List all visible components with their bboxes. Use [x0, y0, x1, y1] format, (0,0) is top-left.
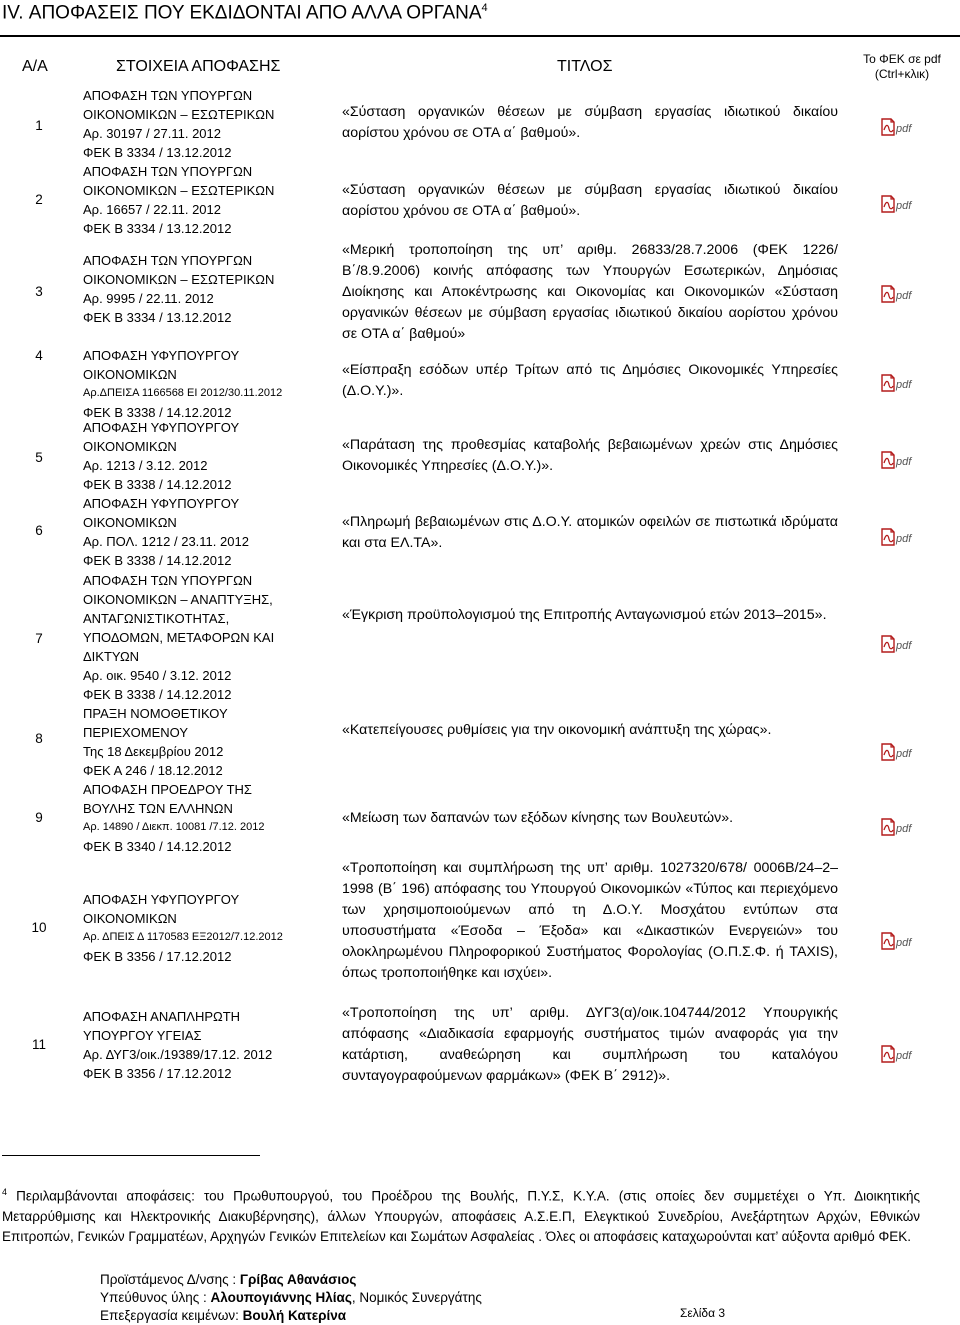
decision-title: «Σύσταση οργανικών θέσεων με σύμβαση εργασίας ιδιωτικού δικαίου αορίστου χρόνου σε ΟΤΑ α΄ βαθμού». [342, 104, 838, 141]
decision-details [83, 780, 328, 856]
pdf-icon[interactable] [880, 930, 918, 952]
pdf-icon[interactable] [880, 193, 918, 215]
section-heading [2, 2, 488, 24]
decision-detail-line: ΟΙΚΟΝΟΜΙΚΩΝ – ΑΝΑΠΤΥΞΗΣ, [83, 592, 273, 607]
svg-text:pdf: pdf [896, 937, 912, 949]
column-header-pdf [850, 52, 954, 82]
decision-detail-line: ΦΕΚ Β 3340 / 14.12.2012 [83, 839, 232, 854]
pdf-icon[interactable] [880, 116, 918, 138]
row-number: 8 [35, 731, 43, 746]
signature-responsible [100, 1288, 482, 1307]
editor-name: Βουλή Κατερίνα [242, 1308, 347, 1323]
decision-details [83, 251, 328, 327]
column-header-decision-details: ΣΤΟΙΧΕΙΑ ΑΠΟΦΑΣΗΣ [116, 58, 281, 75]
svg-text:pdf: pdf [896, 200, 912, 212]
row-number: 11 [31, 1037, 46, 1052]
decision-detail-line: Αρ. ΔΥΓ3/οικ./19389/17.12. 2012 [83, 1047, 273, 1062]
row-number: 7 [35, 631, 43, 646]
row-number: 1 [35, 118, 43, 133]
decision-title: «Πληρωμή βεβαιωμένων στις Δ.Ο.Υ. ατομικών οφειλών σε πιστωτικά ιδρύματα και στα ΕΛ.ΤΑ». [342, 514, 838, 551]
decision-detail-line: ΑΠΟΦΑΣΗ ΑΝΑΠΛΗΡΩΤΗ [83, 1009, 241, 1024]
column-header-pdf-line1: Το ΦΕΚ σε pdf [863, 52, 941, 66]
column-header-title: ΤΙΤΛΟΣ [557, 58, 613, 75]
decision-detail-line: ΑΠΟΦΑΣΗ ΤΩΝ ΥΠΟΥΡΓΩΝ [83, 253, 253, 268]
decision-detail-line: ΒΟΥΛΗΣ ΤΩΝ ΕΛΛΗΝΩΝ [83, 801, 233, 816]
pdf-icon[interactable] [880, 283, 918, 305]
decision-detail-line: ΑΠΟΦΑΣΗ ΥΦΥΠΟΥΡΓΟΥ [83, 892, 240, 907]
decision-detail-line: ΑΠΟΦΑΣΗ ΤΩΝ ΥΠΟΥΡΓΩΝ [83, 164, 253, 179]
footnote-separator [2, 1155, 260, 1156]
decision-detail-line: ΟΙΚΟΝΟΜΙΚΩΝ [83, 911, 177, 926]
decision-details [83, 890, 328, 966]
row-number: 6 [35, 523, 43, 538]
decision-detail-line: ΔΙΚΤΥΩΝ [83, 649, 140, 664]
decision-details [83, 704, 328, 780]
decision-title: «Μερική τροποποίηση της υπ’ αριθμ. 26833/28.7.2006 (ΦΕΚ 1226/Β΄/8.9.2006) κοινής απόφασης των Υπουργών Εσωτερικών, Δημόσιας Διοίκησης και Αποκέντρωσης και Οικονομίας και Οικονομικών «Σύσταση οργανικών θέσεων με σύμβαση εργασίας ιδιωτικού δικαίου αορίστου χρόνου σε ΟΤΑ α΄ βαθμού» [342, 242, 838, 342]
decision-details [83, 346, 328, 422]
decision-title: «Είσπραξη εσόδων υπέρ Τρίτων από τις Δημόσιες Οικονομικές Υπηρεσίες (Δ.Ο.Υ.)». [342, 362, 838, 399]
svg-text:pdf: pdf [896, 379, 912, 391]
decision-detail-line: ΦΕΚ Β 3334 / 13.12.2012 [83, 221, 232, 236]
row-number: 2 [35, 192, 43, 207]
row-number: 5 [35, 450, 43, 465]
responsible-label: Υπεύθυνος ύλης : [100, 1290, 207, 1305]
decision-detail-line: ΑΠΟΦΑΣΗ ΥΦΥΠΟΥΡΓΟΥ [83, 420, 240, 435]
decision-detail-line: ΑΠΟΦΑΣΗ ΥΦΥΠΟΥΡΓΟΥ [83, 496, 240, 511]
decision-title: «Τροποποίηση και συμπλήρωση της υπ’ αριθμ. 1027320/678/ 0006Β/24‒2‒1998 (Β΄ 196) απόφασης του Υπουργού Οικονομικών «Τύπος και περιεχόμενο των χρησιμοποιούμενων από τη Δ.Ο.Υ. Μοσχάτου εντύπων στα υποσυστήματα «Έσοδα ‒ Έξοδα» και «Δικαστικών Ενεργειών» του ολοκληρωμένου Πληροφορικού Συστήματος Φορολογίας (Ο.Π.Σ.Φ. ή TAXIS), όπως τροποποιήθηκε και ισχύει». [342, 860, 838, 981]
decision-detail-line: ΦΕΚ Β 3356 / 17.12.2012 [83, 949, 232, 964]
footnote [2, 1182, 920, 1247]
svg-text:pdf: pdf [896, 748, 912, 760]
decision-detail-line: ΠΕΡΙΕΧΟΜΕΝΟΥ [83, 725, 189, 740]
director-name: Γρίβας Αθανάσιος [239, 1272, 357, 1287]
decision-detail-line: ΟΙΚΟΝΟΜΙΚΩΝ [83, 367, 177, 382]
decision-title: «Μείωση των δαπανών των εξόδων κίνησης των Βουλευτών». [342, 810, 734, 826]
responsible-name: Αλουπογιάννης Ηλίας [210, 1290, 352, 1305]
decision-detail-line: ΑΠΟΦΑΣΗ ΠΡΟΕΔΡΟΥ ΤΗΣ [83, 782, 252, 797]
decision-details [83, 86, 328, 162]
decision-title: «Σύσταση οργανικών θέσεων με σύμβαση εργασίας ιδιωτικού δικαίου αορίστου χρόνου σε ΟΤΑ α΄ βαθμού». [342, 182, 838, 219]
decision-detail-line: Αρ. ΔΠΕΙΣ Δ 1170583 ΕΞ2012/7.12.2012 [83, 931, 283, 943]
decision-detail-line: Αρ. 14890 / Διεκπ. 10081 /7.12. 2012 [83, 821, 265, 833]
decision-detail-line: ΥΠΟΥΡΓΟΥ ΥΓΕΙΑΣ [83, 1028, 202, 1043]
decision-details [83, 494, 328, 570]
decision-detail-line: ΦΕΚ Β 3334 / 13.12.2012 [83, 145, 232, 160]
decision-detail-line: Αρ. ΠΟΛ. 1212 / 23.11. 2012 [83, 534, 249, 549]
pdf-icon[interactable] [880, 741, 918, 763]
pdf-icon[interactable] [880, 526, 918, 548]
decision-detail-line: ΦΕΚ Β 3338 / 14.12.2012 [83, 687, 232, 702]
decision-detail-line: Αρ. 1213 / 3.12. 2012 [83, 458, 208, 473]
row-number: 4 [35, 348, 43, 363]
director-label: Προϊστάμενος Δ/νσης : [100, 1272, 237, 1287]
decision-detail-line: ΑΠΟΦΑΣΗ ΤΩΝ ΥΠΟΥΡΓΩΝ [83, 88, 253, 103]
footnote-reference[interactable]: 4 [481, 2, 488, 14]
decision-detail-line: ΦΕΚ Β 3338 / 14.12.2012 [83, 405, 232, 420]
decision-details [83, 418, 328, 494]
svg-text:pdf: pdf [896, 823, 912, 835]
row-number: 9 [35, 810, 43, 825]
pdf-icon[interactable] [880, 372, 918, 394]
column-header-number: Α/Α [22, 58, 48, 75]
column-header-pdf-line2: (Ctrl+κλικ) [874, 67, 930, 81]
decision-detail-line: ΟΙΚΟΝΟΜΙΚΩΝ – ΕΣΩΤΕΡΙΚΩΝ [83, 107, 275, 122]
svg-text:pdf: pdf [896, 123, 912, 135]
row-number: 3 [35, 284, 43, 299]
decision-detail-line: ΟΙΚΟΝΟΜΙΚΩΝ – ΕΣΩΤΕΡΙΚΩΝ [83, 272, 275, 287]
decision-detail-line: ΦΕΚ Β 3338 / 14.12.2012 [83, 553, 232, 568]
decision-detail-line: Της 18 Δεκεμβρίου 2012 [83, 744, 224, 759]
pdf-icon[interactable] [880, 816, 918, 838]
footnote-marker: 4 [2, 1187, 8, 1197]
decision-detail-line: Αρ. 30197 / 27.11. 2012 [83, 126, 221, 141]
svg-text:pdf: pdf [896, 533, 912, 545]
decision-detail-line: Αρ. 9995 / 22.11. 2012 [83, 291, 214, 306]
svg-text:pdf: pdf [896, 456, 912, 468]
decision-detail-line: ΟΙΚΟΝΟΜΙΚΩΝ – ΕΣΩΤΕΡΙΚΩΝ [83, 183, 275, 198]
pdf-icon[interactable] [880, 449, 918, 471]
decision-detail-line: ΦΕΚ Β 3334 / 13.12.2012 [83, 310, 232, 325]
decision-detail-line: ΑΝΤΑΓΩΝΙΣΤΙΚΟΤΗΤΑΣ, [83, 611, 230, 626]
signature-director [100, 1270, 356, 1289]
decision-detail-line: ΑΠΟΦΑΣΗ ΤΩΝ ΥΠΟΥΡΓΩΝ [83, 573, 253, 588]
decision-detail-line: Αρ. 16657 / 22.11. 2012 [83, 202, 221, 217]
responsible-role: , Νομικός Συνεργάτης [351, 1290, 482, 1305]
row-number: 10 [31, 920, 47, 935]
decision-detail-line: ΑΠΟΦΑΣΗ ΥΦΥΠΟΥΡΓΟΥ [83, 348, 240, 363]
heading-rule [0, 35, 960, 37]
decision-details [83, 1007, 328, 1083]
decision-detail-line: ΦΕΚ Β 3356 / 17.12.2012 [83, 1066, 232, 1081]
decision-detail-line: Αρ. οικ. 9540 / 3.12. 2012 [83, 668, 232, 683]
decision-detail-line: ΟΙΚΟΝΟΜΙΚΩΝ [83, 515, 177, 530]
page-number: Σελίδα 3 [680, 1306, 726, 1320]
decision-detail-line: ΥΠΟΔΟΜΩΝ, ΜΕΤΑΦΟΡΩΝ ΚΑΙ [83, 630, 275, 645]
decision-details [83, 162, 328, 238]
svg-text:pdf: pdf [896, 1050, 912, 1062]
svg-text:pdf: pdf [896, 640, 912, 652]
decision-detail-line: Αρ.ΔΠΕΙΣΑ 1166568 ΕΙ 2012/30.11.2012 [83, 387, 283, 399]
decision-detail-line: ΠΡΑΞΗ ΝΟΜΟΘΕΤΙΚΟΥ [83, 706, 228, 721]
svg-text:pdf: pdf [896, 290, 912, 302]
decision-title: «Παράταση της προθεσμίας καταβολής βεβαιωμένων χρεών στις Δημόσιες Οικονομικές Υπηρεσίες (Δ.Ο.Υ.)». [342, 437, 838, 474]
section-heading-text: IV. ΑΠΟΦΑΣΕΙΣ ΠΟΥ ΕΚΔΙΔΟΝΤΑΙ ΑΠΟ ΑΛΛΑ ΟΡΓΑΝΑ [2, 2, 482, 24]
signature-editor [100, 1306, 346, 1325]
decision-detail-line: ΦΕΚ Α 246 / 18.12.2012 [83, 763, 223, 778]
decision-title: «Κατεπείγουσες ρυθμίσεις για την οικονομική ανάπτυξη της χώρας». [342, 722, 772, 738]
decision-details [83, 571, 328, 704]
footnote-text: Περιλαμβάνονται αποφάσεις: του Πρωθυπουργού, του Προέδρου της Βουλής, Π.Υ.Σ, Κ.Υ.Α. (στις οποίες δεν συμμετέχει ο Υπ. Διοικητικής Μεταρρύθμισης και Ηλεκτρονικής Διακυβέρνησης), άλλων Υπουργών, αποφάσεις Α.Σ.Ε.Π, Ελεγκτικού Συνεδρίου, Ανεξάρτητων Αρχών, Εθνικών Επιτροπών, Γενικών Γραμματέων, Αρχηγών Γενικών Επιτελείων και Σωμάτων Ασφαλείας . Όλες οι αποφάσεις καταχωρούνται κατ’ αύξοντα αριθμό ΦΕΚ. [2, 1188, 920, 1244]
pdf-icon[interactable] [880, 633, 918, 655]
decision-title: «Τροποποίηση της υπ’ αριθμ. ΔΥΓ3(α)/οικ.104744/2012 Υπουργικής απόφασης «Διαδικασία εφαρμογής συστήματος τιμών αναφοράς για την κατάρτιση, αναθεώρηση και συμπλήρωση του καταλόγου συνταγογραφούμενων φαρμάκων» (ΦΕΚ Β΄ 2912)». [342, 1005, 838, 1084]
pdf-icon[interactable] [880, 1043, 918, 1065]
editor-label: Επεξεργασία κειμένων: [100, 1308, 239, 1323]
decision-detail-line: ΦΕΚ Β 3338 / 14.12.2012 [83, 477, 232, 492]
decision-title: «Έγκριση προϋπολογισμού της Επιτροπής Ανταγωνισμού ετών 2013‒2015». [342, 607, 827, 623]
decision-detail-line: ΟΙΚΟΝΟΜΙΚΩΝ [83, 439, 177, 454]
